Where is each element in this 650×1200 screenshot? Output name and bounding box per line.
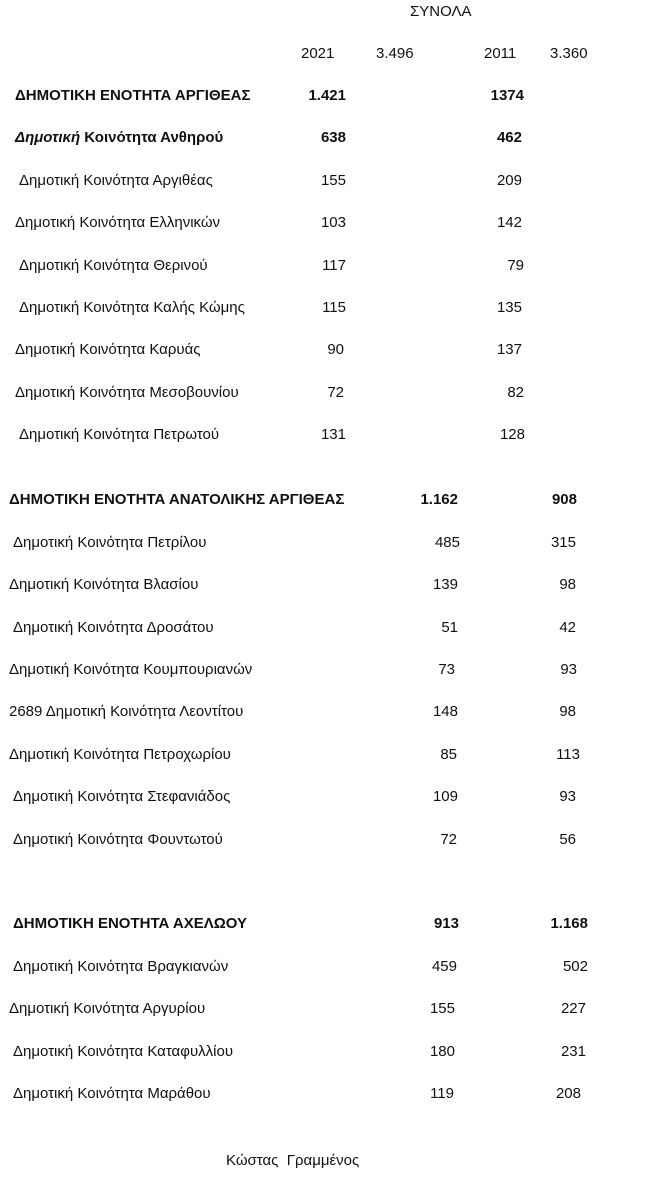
row-karyas-label: Δημοτική Κοινότητα Καρυάς — [15, 341, 201, 358]
row-marathou-2021: 119 — [430, 1085, 454, 1102]
row-leontitou-label: 2689 Δημοτική Κοινότητα Λεοντίτου — [9, 703, 244, 720]
section-acheloou-2011: 1.168 — [550, 915, 588, 932]
row-koumpourianon-label: Δημοτική Κοινότητα Κουμπουριανών — [9, 661, 253, 678]
year-2021-label: 2021 — [301, 45, 335, 62]
row-leontitou-2011: 98 — [559, 703, 576, 720]
row-petrilou-label: Δημοτική Κοινότητα Πετρίλου — [13, 534, 207, 551]
row-anthirou-2021: 638 — [320, 129, 346, 146]
row-anthirou-prefix: Δημοτική — [15, 129, 81, 146]
row-petrotou-2011: 128 — [499, 426, 525, 443]
row-anthirou-label — [15, 129, 223, 147]
row-katafylliou-2011: 231 — [560, 1043, 586, 1060]
section-heading-anatolikis-argitheas: ΔΗΜΟΤΙΚΗ ΕΝΟΤΗΤΑ ΑΝΑΤΟΛΙΚΗΣ ΑΡΓΙΘΕΑΣ — [9, 491, 345, 508]
row-drosatou-2011: 42 — [559, 619, 576, 636]
row-mesovouniou-2011: 82 — [507, 384, 524, 401]
row-therinou-2011: 79 — [507, 257, 524, 274]
row-argitheas-2021: 155 — [320, 172, 346, 189]
row-drosatou-label: Δημοτική Κοινότητα Δροσάτου — [13, 619, 214, 636]
row-petrilou-2021: 485 — [434, 534, 460, 551]
row-vragkianon-2021: 459 — [431, 958, 457, 975]
row-mesovouniou-2021: 72 — [327, 384, 344, 401]
row-ellinikon-label: Δημοτική Κοινότητα Ελληνικών — [15, 214, 221, 231]
row-stefaniados-label: Δημοτική Κοινότητα Στεφανιάδος — [13, 788, 231, 805]
row-kalis-komis-2021: 115 — [322, 299, 346, 316]
row-ellinikon-2021: 103 — [320, 214, 346, 231]
section-heading-argithea: ΔΗΜΟΤΙΚΗ ΕΝΟΤΗΤΑ ΑΡΓΙΘΕΑΣ — [15, 87, 251, 104]
row-kalis-komis-2011: 135 — [496, 299, 522, 316]
row-marathou-2011: 208 — [555, 1085, 581, 1102]
total-2011-value: 3.360 — [550, 45, 588, 62]
row-petrotou-2021: 131 — [320, 426, 346, 443]
row-stefaniados-2021: 109 — [432, 788, 458, 805]
row-argyriou-2021: 155 — [429, 1000, 455, 1017]
section-acheloou-2021: 913 — [433, 915, 459, 932]
section-anatolikis-2011: 908 — [551, 491, 577, 508]
row-therinou-label: Δημοτική Κοινότητα Θερινού — [19, 257, 208, 274]
year-2011-label: 2011 — [484, 45, 517, 62]
row-petrochoriou-2021: 85 — [440, 746, 457, 763]
row-leontitou-2021: 148 — [432, 703, 458, 720]
row-anthirou-2011: 462 — [496, 129, 522, 146]
author-signature: Κώστας Γραμμένος — [226, 1152, 360, 1169]
row-karyas-2011: 137 — [496, 341, 522, 358]
section-heading-acheloou: ΔΗΜΟΤΙΚΗ ΕΝΟΤΗΤΑ ΑΧΕΛΩΟΥ — [13, 915, 248, 932]
row-katafylliou-2021: 180 — [429, 1043, 455, 1060]
row-drosatou-2021: 51 — [441, 619, 458, 636]
row-marathou-label: Δημοτική Κοινότητα Μαράθου — [13, 1085, 211, 1102]
row-fountotou-2011: 56 — [559, 831, 576, 848]
row-fountotou-2021: 72 — [440, 831, 457, 848]
row-stefaniados-2011: 93 — [559, 788, 576, 805]
row-petrilou-2011: 315 — [550, 534, 576, 551]
row-mesovouniou-label: Δημοτική Κοινότητα Μεσοβουνίου — [15, 384, 239, 401]
row-therinou-2021: 117 — [322, 257, 346, 274]
row-vlasiou-2021: 139 — [432, 576, 458, 593]
row-vlasiou-label: Δημοτική Κοινότητα Βλασίου — [9, 576, 199, 593]
row-vragkianon-2011: 502 — [562, 958, 588, 975]
row-vragkianon-label: Δημοτική Κοινότητα Βραγκιανών — [13, 958, 229, 975]
row-argitheas-label: Δημοτική Κοινότητα Αργιθέας — [19, 172, 213, 189]
row-koumpourianon-2011: 93 — [560, 661, 577, 678]
section-argithea-2011: 1374 — [490, 87, 524, 104]
section-argithea-2021: 1.421 — [308, 87, 346, 104]
row-ellinikon-2011: 142 — [496, 214, 522, 231]
row-fountotou-label: Δημοτική Κοινότητα Φουντωτού — [13, 831, 223, 848]
row-petrochoriou-2011: 113 — [556, 746, 580, 763]
row-argitheas-2011: 209 — [496, 172, 522, 189]
row-katafylliou-label: Δημοτική Κοινότητα Καταφυλλίου — [13, 1043, 234, 1060]
totals-title: ΣΥΝΟΛΑ — [410, 3, 472, 20]
row-kalis-komis-label: Δημοτική Κοινότητα Καλής Κώμης — [19, 299, 245, 316]
row-argyriou-label: Δημοτική Κοινότητα Αργυρίου — [9, 1000, 206, 1017]
row-anthirou-name: Κοινότητα Ανθηρού — [80, 129, 224, 146]
row-petrochoriou-label: Δημοτική Κοινότητα Πετροχωρίου — [9, 746, 231, 763]
row-vlasiou-2011: 98 — [559, 576, 576, 593]
row-argyriou-2011: 227 — [560, 1000, 586, 1017]
total-2021-value: 3.496 — [376, 45, 414, 62]
row-koumpourianon-2021: 73 — [438, 661, 455, 678]
row-petrotou-label: Δημοτική Κοινότητα Πετρωτού — [19, 426, 220, 443]
section-anatolikis-2021: 1.162 — [420, 491, 458, 508]
row-karyas-2021: 90 — [327, 341, 344, 358]
